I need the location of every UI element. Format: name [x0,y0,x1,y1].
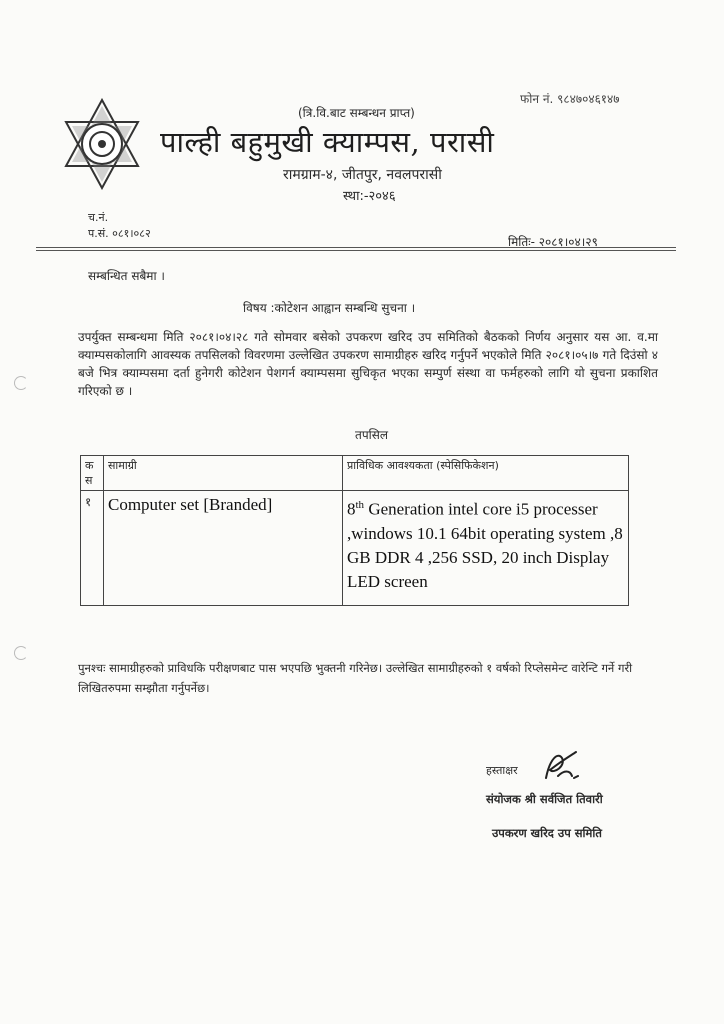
college-logo-icon [62,98,142,190]
punch-hole-mark [14,376,28,390]
dispatch-number: च.नं. [88,211,109,224]
committee-name: उपकरण खरिद उप समिति [492,826,602,840]
row-serial: १ [81,491,104,606]
college-address: रामग्राम-४, जीतपुर, नवलपरासी [283,167,442,183]
letter-date: मितिः- २०८१।०४।२९ [508,235,598,249]
letter-body: उपर्युक्त सम्बन्धमा मिति २०८१।०४।२८ गते सोमवार बसेको उपकरण खरिद उप समितिको बैठकको निर्णय अनुसार यस आ. व.मा क्याम्पसकोलागि आवस्यक तपसिलको विवरणमा उल्लेखित उपकरण सामाग्रीहरु खरिद गर्नुपर्ने भएकोले मिति २०८१।०५।७ गते दिउंसो ४ बजे भित्र क्याम्पसमा दर्ता हुनेगरी कोटेशन पेशगर्न क्याम्पसमा सुचिकृत भएका सम्पुर्ण संस्था वा फर्महरुको लागि यो सुचना प्रकाशित गरिएको छ । [78,330,658,398]
handwritten-signature-icon [536,748,586,784]
column-header-item: सामाग्री [104,456,343,491]
subject-line: विषय :कोटेशन आह्वान सम्बन्धि सुचना । [243,301,416,315]
salutation: सम्बन्धित सबैमा । [88,269,165,283]
phone-number: फोन नं. ९८४७०४६१४७ [520,92,620,106]
college-name: पाल्ही बहुमुखी क्याम्पस, परासी [160,125,495,159]
punch-hole-mark [14,646,28,660]
affiliation-note: (त्रि.वि.बाट सम्बन्धन प्राप्त) [298,106,415,120]
header-divider [36,247,676,251]
row-item: Computer set [Branded] [104,491,343,606]
postscript: पुनश्चः सामाग्रीहरुको प्राविधकि परीक्षणबाट पास भएपछि भुक्तनी गरिनेछ। उल्लेखित सामाग्रीहरुको १ वर्षको रिप्लेसमेन्ट वारेन्टि गर्ने गरी लिखितरुपमा सम्झौता गर्नुपर्नेछ। [78,661,633,695]
column-header-spec: प्राविधिक आवश्यकता (स्पेसिफिकेशन) [343,456,629,491]
schedule-heading: तपसिल [355,428,389,442]
specification-table [80,455,629,606]
spec-ordinal: 8 [347,499,356,519]
spec-ordinal-suffix: th [355,499,365,511]
letter-number: प.सं. ०८१।०८२ [88,227,151,240]
established-year: स्था:-२०४६ [343,189,396,204]
table-header-row [81,456,629,491]
row-spec [343,491,629,606]
table-row [81,491,629,606]
column-header-sn: क स [81,456,104,491]
signature-label: हस्ताक्षर [486,764,518,777]
convener-name: संयोजक श्री सर्वजित तिवारी [486,792,603,806]
spec-text: Generation intel core i5 processer ,windows 10.1 64bit operating system ,8 GB DDR 4 ,256 SSD, 20 inch Display LED screen [347,499,623,591]
